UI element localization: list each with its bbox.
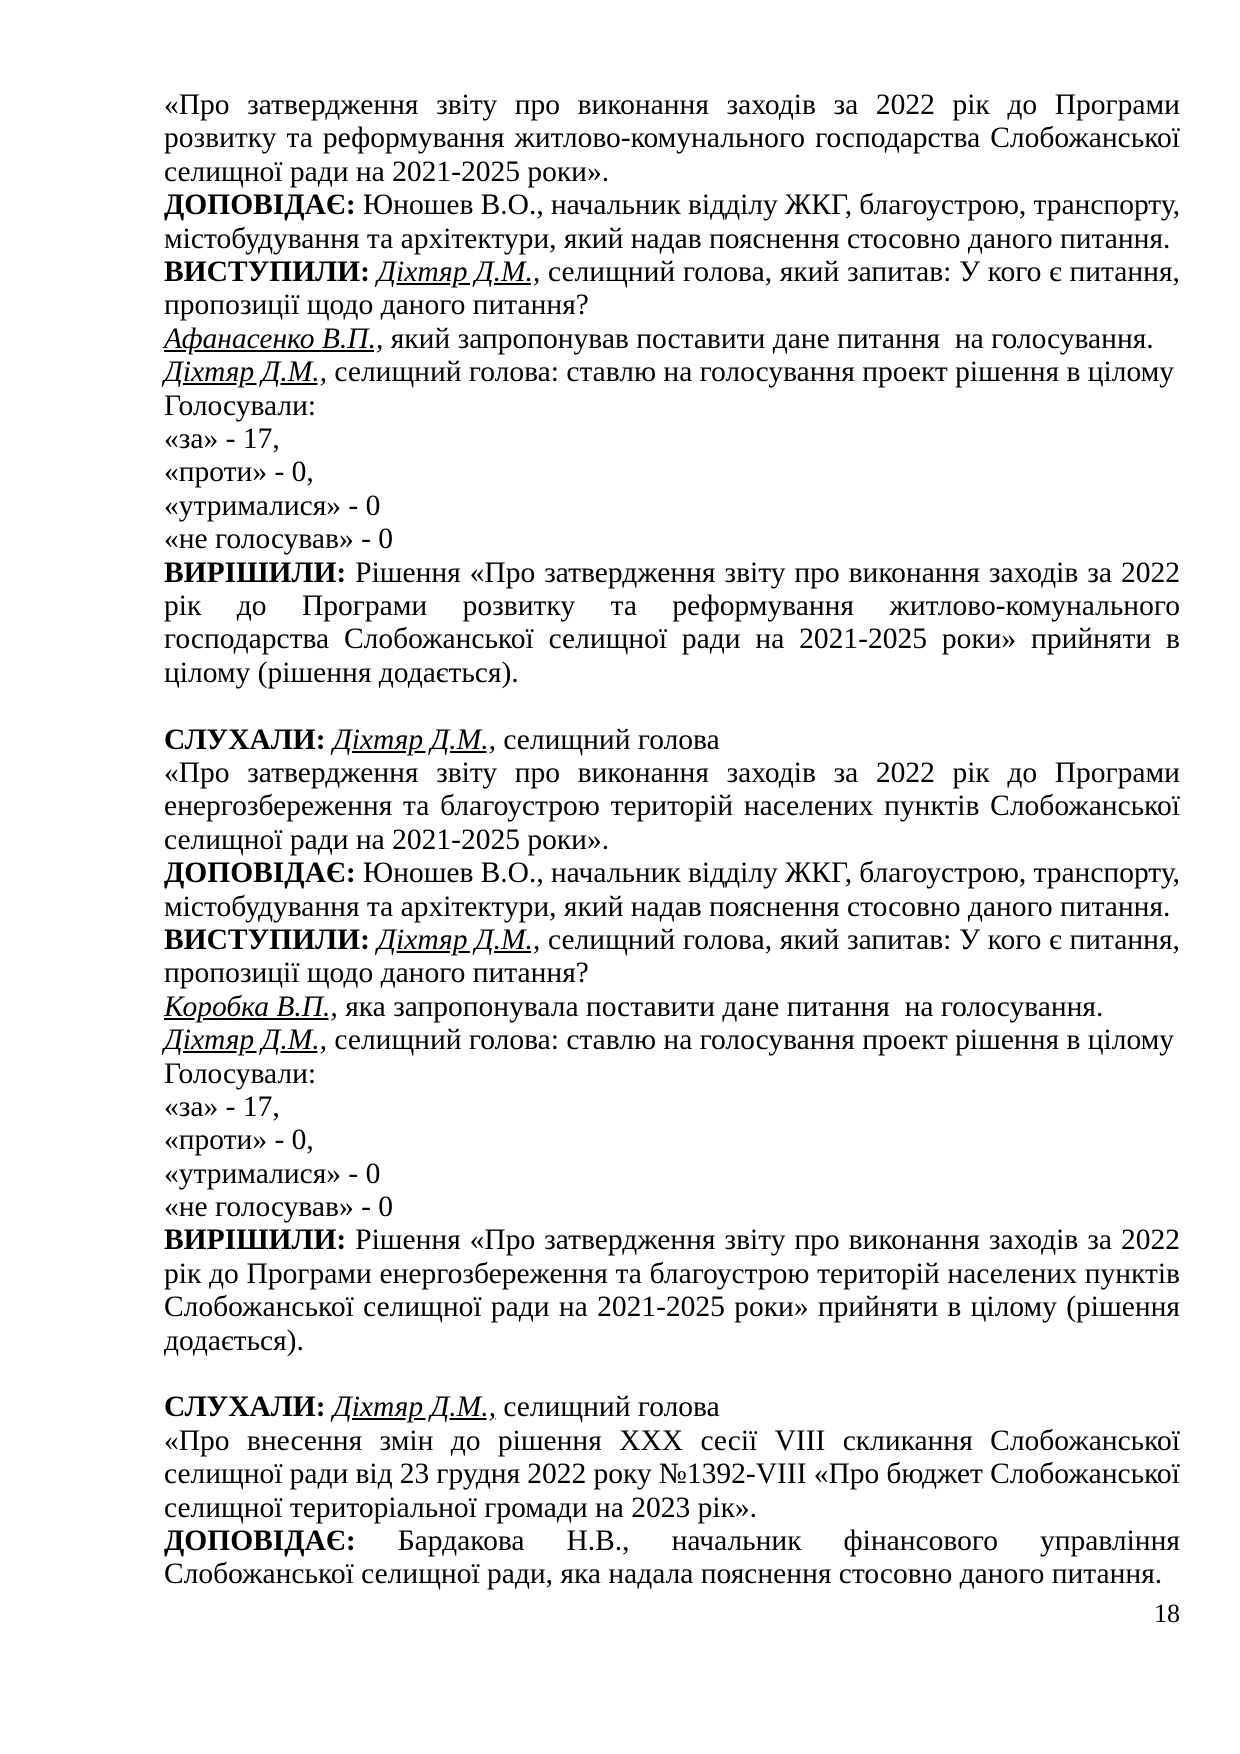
word: виконання: [577, 756, 709, 789]
word: який: [779, 923, 840, 956]
word: скликання: [842, 1424, 973, 1457]
vote-line: «не голосував» - 0: [164, 1191, 394, 1224]
word: ради: [490, 1291, 550, 1324]
word: заходів: [988, 1224, 1079, 1257]
word: до: [209, 1257, 239, 1290]
word: голова,: [682, 923, 773, 956]
word: Рішення: [355, 556, 461, 589]
word: благоустрою,: [859, 857, 1027, 890]
word: господарства: [815, 122, 981, 155]
decision-line: [164, 1224, 1180, 1257]
word: 2022: [1120, 556, 1180, 589]
word: до: [450, 1424, 481, 1457]
word: року: [593, 1458, 652, 1491]
word: територій: [610, 790, 734, 823]
word: внесення: [246, 1424, 363, 1457]
speaker-line-cont: пропозиції щодо даного питання?: [164, 289, 589, 322]
word: У: [959, 923, 980, 956]
word: Програми: [1054, 756, 1180, 789]
word: виконання: [577, 89, 709, 121]
proposal-line: [164, 991, 1180, 1024]
line-text: який запропонував поставити дане питання на голосування.: [383, 322, 1154, 355]
paragraph-gap: [164, 690, 1180, 723]
word: ХХХ: [619, 1424, 684, 1457]
word: питання,: [1069, 923, 1180, 956]
word: виконання: [848, 1224, 980, 1257]
word: Рішення: [355, 1224, 461, 1257]
section-label: ВИРІШИЛИ:: [164, 1224, 347, 1257]
line-lead: [164, 1224, 346, 1257]
person-name: Діхтяр Д.М.,: [377, 923, 541, 956]
word: «Про: [469, 556, 536, 589]
word: прийняти: [1031, 623, 1152, 656]
paragraph-gap: [164, 1358, 1180, 1391]
line-text: селищний голова: ставлю на голосування проект рішення в цілому: [327, 356, 1175, 389]
word: до: [1007, 756, 1038, 789]
word: заходів: [726, 756, 816, 789]
proposal-line: [164, 356, 1180, 389]
word: бюджет: [886, 1458, 983, 1491]
decision-line: [164, 557, 1180, 590]
speaker-line: [164, 924, 1180, 957]
heard-line: [164, 724, 1180, 757]
word: рішення: [497, 1424, 602, 1457]
word: 23: [399, 1458, 430, 1491]
word: та: [286, 122, 313, 155]
word: селищної: [363, 1291, 482, 1324]
word: житлово-комунального: [514, 122, 806, 155]
speaker-line: [164, 189, 1180, 222]
document-body: [164, 89, 1180, 1592]
word: Програми: [301, 589, 428, 622]
vote-line: «проти» - 0,: [164, 1124, 314, 1157]
word: пунктів: [1084, 1257, 1180, 1290]
word: роки»: [941, 623, 1017, 656]
speaker-line-cont: пропозиції щодо даного питання?: [164, 957, 589, 990]
word: затвердження: [544, 1224, 716, 1257]
word: затвердження: [247, 89, 419, 121]
word: Слобожанської: [164, 1291, 354, 1324]
word: «Про: [164, 1424, 230, 1457]
speaker-line-cont: Слобожанської селищної ради, яка надала пояснення стосовно даного питання.: [164, 1558, 1163, 1591]
person-name: Діхтяр Д.М.,: [164, 356, 328, 389]
word: відділу: [687, 189, 778, 222]
word: роки»: [734, 1291, 809, 1324]
word: начальник: [550, 857, 681, 890]
word: ради: [289, 1458, 349, 1491]
word: Слобожанської: [990, 1424, 1180, 1457]
word: (рішення: [1066, 1291, 1180, 1324]
title-line: [164, 1425, 1180, 1458]
word: 2022: [1120, 1224, 1180, 1257]
word: Юношев: [362, 189, 474, 222]
word: сесії: [700, 1424, 758, 1457]
title-line: [164, 1458, 1180, 1491]
word: запитав:: [846, 256, 952, 288]
word: та: [403, 790, 430, 823]
word: за: [1087, 556, 1112, 589]
section-label: ДОПОВІДАЄ:: [164, 189, 356, 222]
person-name: Діхтяр Д.М.,: [377, 256, 541, 288]
person-name: Афанасенко В.П.,: [164, 322, 384, 355]
word: за: [1087, 1224, 1112, 1257]
word: рік: [952, 89, 990, 121]
word: У: [959, 256, 980, 288]
word: начальник: [671, 1525, 802, 1558]
word: 2022: [527, 1458, 587, 1491]
decision-line: [164, 1291, 1180, 1324]
word: до: [1007, 89, 1038, 121]
word: «Про: [469, 1224, 536, 1257]
word: запитав:: [846, 923, 952, 956]
title-line-last: селищної ради на 2021-2025 роки».: [164, 155, 610, 188]
word: енергозбереження: [379, 1257, 608, 1290]
word: селищний: [548, 256, 676, 288]
speaker-line: [164, 1525, 1180, 1558]
word: затвердження: [544, 556, 716, 589]
word: кого: [987, 923, 1042, 956]
word: Бардакова: [397, 1525, 525, 1558]
decision-line: [164, 1258, 1180, 1291]
word: про: [794, 556, 840, 589]
word: за: [833, 756, 859, 789]
section-label: ДОПОВІДАЄ:: [164, 1525, 356, 1558]
title-line: [164, 89, 1180, 122]
title-line: [164, 122, 1180, 155]
title-line-last: селищної територіальної громади на 2023 рік».: [164, 1491, 758, 1524]
line-lead: [164, 256, 540, 289]
word: на: [755, 623, 785, 656]
word: змін: [379, 1424, 434, 1457]
word: Н.В.,: [566, 1525, 630, 1558]
speaker-line: [164, 857, 1180, 890]
word: голова,: [682, 256, 773, 288]
word: 2022: [875, 89, 935, 121]
vote-line: «за» - 17,: [164, 422, 280, 455]
word: «Про: [164, 89, 230, 121]
word: благоустрою: [440, 790, 600, 823]
word: рік: [164, 589, 202, 622]
person-name: Діхтяр Д.М.,: [164, 1024, 328, 1057]
word: ради: [681, 623, 741, 656]
word: пунктів: [884, 790, 980, 823]
title-line: [164, 790, 1180, 823]
word: Програми: [1054, 89, 1180, 121]
vote-line: «не голосував» - 0: [164, 523, 394, 556]
word: грудня: [436, 1458, 521, 1491]
word: Програми: [246, 1257, 372, 1290]
word: цілому: [970, 1291, 1057, 1324]
word: ЖКГ,: [784, 857, 853, 890]
word: на: [558, 1291, 588, 1324]
vote-line: Голосували:: [164, 389, 317, 422]
word: начальник: [550, 189, 681, 222]
word: транспорту,: [1033, 189, 1180, 222]
word: господарства: [164, 623, 330, 656]
word: відділу: [687, 857, 778, 890]
line-text: селищний голова: [495, 723, 720, 756]
section-label: ВИСТУПИЛИ:: [164, 256, 370, 288]
line-lead: [164, 857, 356, 890]
word: рік: [164, 1257, 202, 1290]
vote-line: Голосували:: [164, 1057, 317, 1090]
word: про: [514, 756, 560, 789]
word: благоустрою: [649, 1257, 810, 1290]
vote-line: «утрималися» - 0: [164, 1157, 381, 1190]
agenda-item: [164, 690, 1180, 1358]
word: Слобожанської: [990, 1458, 1180, 1491]
word: кого: [987, 256, 1042, 288]
word: та: [615, 1257, 642, 1290]
speaker-line: [164, 256, 1180, 289]
agenda-item: [164, 89, 1180, 690]
section-label: СЛУХАЛИ:: [164, 1391, 326, 1424]
vote-line: «утрималися» - 0: [164, 489, 381, 522]
line-lead: [164, 557, 346, 590]
word: фінансового: [843, 1525, 998, 1558]
title-line: [164, 757, 1180, 790]
word: виконання: [848, 556, 980, 589]
word: заходів: [988, 556, 1079, 589]
speaker-line-cont: містобудування та архітектури, який надав пояснення стосовно даного питання.: [164, 890, 1171, 923]
word: в: [1166, 623, 1180, 656]
word: ЖКГ,: [784, 189, 853, 222]
word: №1392-VIII: [658, 1458, 807, 1491]
word: 2021-2025: [799, 623, 927, 656]
word: який: [779, 256, 840, 288]
word: звіту: [436, 89, 498, 121]
word: до: [236, 589, 267, 622]
section-label: ВИРІШИЛИ:: [164, 556, 347, 589]
heard-line: [164, 1391, 1180, 1424]
word: рік: [952, 756, 990, 789]
word: 2022: [875, 756, 935, 789]
page-number: 18: [1154, 1599, 1180, 1628]
word: В.О.,: [480, 857, 544, 890]
word: є: [1049, 923, 1062, 956]
line-text: селищний голова: ставлю на голосування проект рішення в цілому: [327, 1024, 1175, 1057]
word: розвитку: [164, 122, 277, 155]
word: VIII: [774, 1424, 826, 1457]
word: про: [514, 89, 560, 121]
word: транспорту,: [1033, 857, 1180, 890]
word: «Про: [164, 756, 230, 789]
word: житлово-комунального: [889, 589, 1180, 622]
word: селищний: [548, 923, 676, 956]
line-text: селищний голова: [495, 1391, 720, 1424]
word: в: [947, 1291, 962, 1324]
word: реформування: [672, 589, 854, 622]
word: 2021-2025: [597, 1291, 725, 1324]
word: від: [355, 1458, 393, 1491]
word: населених: [743, 790, 874, 823]
word: селищної: [164, 1458, 283, 1491]
word: є: [1049, 256, 1062, 288]
person-name: Коробка В.П.,: [164, 990, 338, 1023]
decision-line: [164, 590, 1180, 623]
line-lead: [164, 924, 540, 957]
speaker-line-cont: містобудування та архітектури, який надав пояснення стосовно даного питання.: [164, 222, 1171, 255]
word: Слобожанської: [990, 122, 1180, 155]
word: про: [794, 1224, 840, 1257]
section-label: ДОПОВІДАЄ:: [164, 857, 356, 890]
word: територій: [817, 1257, 940, 1290]
agenda-item: [164, 1358, 1180, 1592]
word: Юношев: [362, 857, 474, 890]
decision-line-last: додається).: [164, 1324, 304, 1357]
word: та: [610, 589, 637, 622]
word: за: [833, 89, 859, 121]
vote-line: «проти» - 0,: [164, 456, 314, 489]
person-name: Діхтяр Д.М.,: [332, 1391, 496, 1424]
word: затвердження: [247, 756, 419, 789]
word: розвитку: [462, 589, 576, 622]
word: управління: [1039, 1525, 1180, 1558]
section-label: СЛУХАЛИ:: [164, 723, 326, 756]
word: заходів: [726, 89, 816, 121]
line-text: яка запропонувала поставити дане питання на голосування.: [337, 990, 1104, 1023]
word: прийняти: [817, 1291, 939, 1324]
person-name: Діхтяр Д.М.,: [332, 723, 496, 756]
word: енергозбереження: [164, 790, 393, 823]
word: звіту: [436, 756, 498, 789]
word: звіту: [724, 1224, 786, 1257]
word: Слобожанської: [990, 790, 1180, 823]
section-label: ВИСТУПИЛИ:: [164, 923, 370, 956]
title-line-last: селищної ради на 2021-2025 роки».: [164, 823, 610, 856]
word: звіту: [724, 556, 786, 589]
decision-line: [164, 623, 1180, 656]
line-lead: [164, 189, 356, 222]
word: питання,: [1069, 256, 1180, 288]
word: благоустрою,: [859, 189, 1027, 222]
word: «Про: [813, 1458, 880, 1491]
word: Слобожанської: [343, 623, 534, 656]
decision-line-last: цілому (рішення додається).: [164, 656, 519, 689]
line-lead: [164, 1525, 356, 1558]
vote-line: «за» - 17,: [164, 1090, 280, 1123]
word: селищної: [548, 623, 668, 656]
proposal-line: [164, 323, 1180, 356]
word: реформування: [322, 122, 505, 155]
word: В.О.,: [480, 189, 544, 222]
word: населених: [947, 1257, 1077, 1290]
proposal-line: [164, 1024, 1180, 1057]
